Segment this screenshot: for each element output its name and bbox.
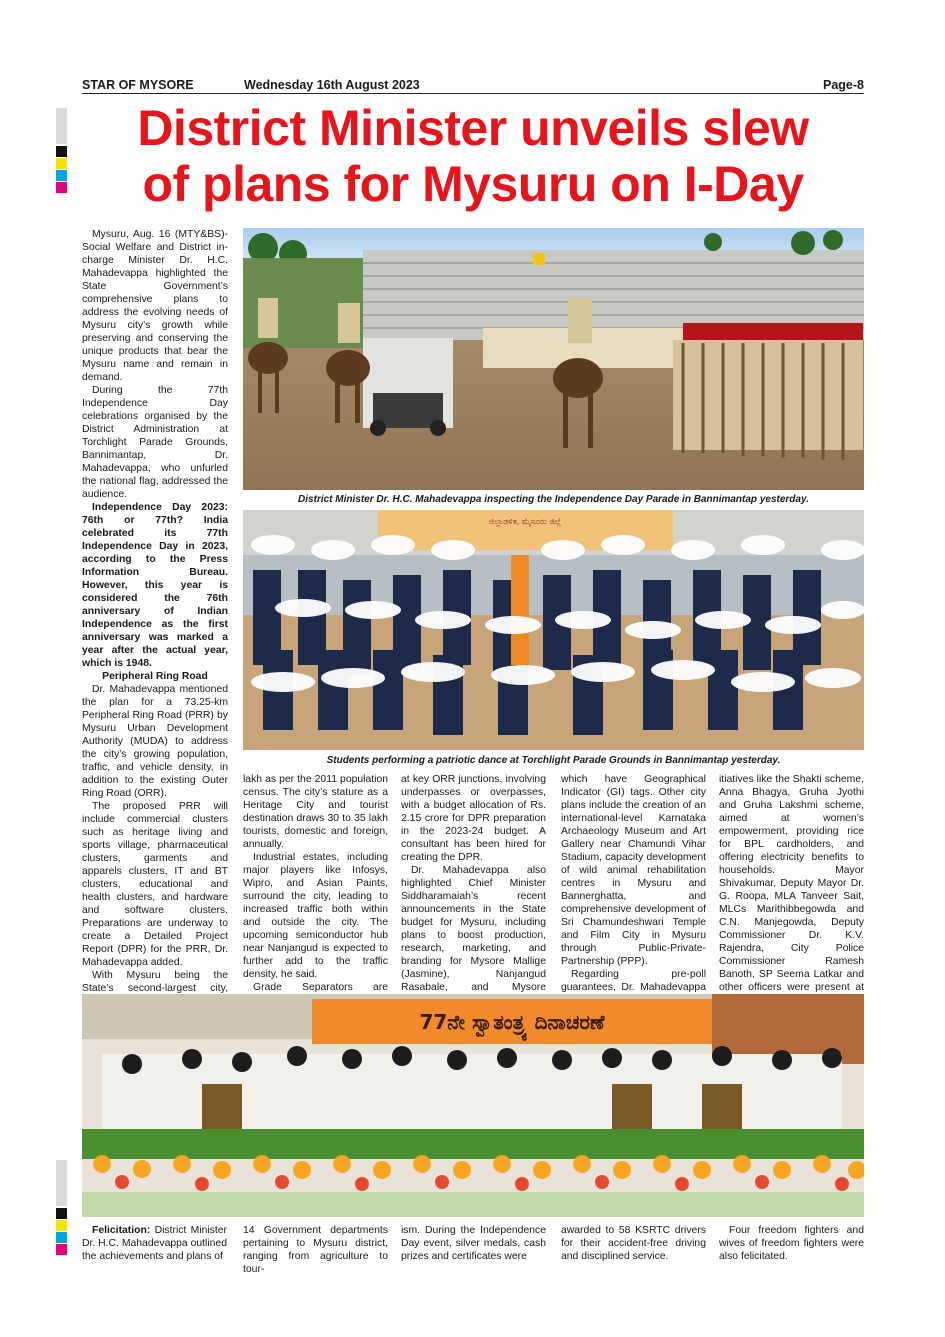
registration-mark-yellow-2 <box>56 1220 67 1231</box>
bottom-column-2 <box>243 1224 388 1276</box>
article-paragraph: Dr. Mahadevappa also highlighted Chief Minister Siddharamaiah’s recent announcements in the State budget for Mysuru, including plans to boost production, research, marketing, and branding for Mysore Mallige (Jasmine), Nanjangud Rasabale, and Mysore <box>401 865 546 993</box>
photo-caption-parade: District Minister Dr. H.C. Mahadevappa inspecting the Independence Day Parade in Bannimantap yesterday. <box>298 494 809 505</box>
registration-mark-black-2 <box>56 1208 67 1219</box>
article-paragraph: Grade Separators are <box>253 982 388 993</box>
registration-mark-yellow <box>56 158 67 169</box>
masthead <box>82 78 864 94</box>
patriotic-dance-photo-icon <box>243 510 864 750</box>
bottom-column-3 <box>401 1224 546 1263</box>
article-column-4 <box>561 773 706 1007</box>
bottom-paragraph <box>82 1224 227 1263</box>
article-column-5 <box>719 773 864 1007</box>
registration-mark-magenta <box>56 182 67 193</box>
stage-banner-text: 77ನೇ ಸ್ವಾತಂತ್ರ್ಯ ದಿನಾಚರಣೆ <box>419 1010 605 1034</box>
article-column-2 <box>243 773 388 1007</box>
bottom-column-5 <box>719 1224 864 1263</box>
article-paragraph: itiatives like the Shakti scheme, Anna Bhagya, Gruha Jyothi and Gruha Lakshmi scheme, aimed at women’s empowerment, providing rice for BPL cardholders, and offering electricity benefits to households. Mayor Shivakumar, Deputy Mayor Dr. G. Roopa, MLA Tanveer Sait, MLCs Marithibbegowda and C.N. Manjegowda, Deputy Commissioner Dr. K.V. Rajendra, City Police Commissioner Ramesh Banoth, SP Seema Latkar and other officers were present at <box>719 774 864 993</box>
article-paragraph: During the 77th Independence Day celebrations organised by the District Administration at Torchlight Parade Grounds, Bannimantap, Dr. Mahadevappa, who unfurled the national flag, addressed the audience. <box>82 385 228 500</box>
article-column-3 <box>401 773 546 1007</box>
bottom-lead: Felicitation: <box>92 1225 151 1236</box>
registration-mark-cyan <box>56 170 67 181</box>
headline <box>80 100 866 212</box>
photo-felicitation <box>82 994 864 1217</box>
gutter-bar-top <box>56 108 67 144</box>
bottom-paragraph: ism. During the Independence Day event, silver medals, cash prizes and certificates were <box>401 1225 546 1262</box>
article-paragraph: Mysuru, Aug. 16 (MTY&BS)- Social Welfare and District in-charge Minister Dr. H.C. Mahadevappa highlighted the State Government’s comprehensive plans to address the evolving needs of Mysuru city’s growth while preserving and conserving the unique products that bear the Mysuru name and remain in demand. <box>82 229 228 383</box>
bottom-column-1 <box>82 1224 227 1263</box>
registration-mark-black <box>56 146 67 157</box>
bottom-paragraph: Four freedom fighters and wives of freedom fighters were also felicitated. <box>719 1225 864 1262</box>
bottom-paragraph: 14 Government departments pertaining to Mysuru district, ranging from agriculture to tour- <box>243 1225 388 1275</box>
felicitation-group-photo-icon <box>82 994 864 1217</box>
article-paragraph: Dr. Mahadevappa mentioned the plan for a 73.25-km Peripheral Ring Road (PRR) by Mysuru Urban Development Authority (MUDA) to address the city’s growing population, traffic, and vehicle density, in addition to the existing Outer Ring Road (ORR). <box>82 684 228 799</box>
headline-line-2: of plans for Mysuru on I-Day <box>142 156 804 212</box>
gutter-bar-mid <box>56 1160 67 1206</box>
article-column-1 <box>82 228 228 1047</box>
registration-mark-cyan-2 <box>56 1232 67 1243</box>
parade-inspection-photo-icon <box>243 228 864 490</box>
article-paragraph: The proposed PRR will include commercial clusters such as heritage living and sports village, pharmaceutical clusters, garments and apparels clusters, IT and BT clusters, educational and health clusters, and hardware and software clusters. Preparations are underway to create a Detailed Project Report (DPR) for the PRR, Dr. Mahadevappa added. <box>82 801 228 968</box>
article-paragraph: at key ORR junctions, involving underpasses or overpasses, with a budget allocation of Rs. 2.15 crore for DPR preparation in the 2023-24 budget. A consultant has been hired for creating the DPR. <box>401 774 546 863</box>
bottom-text: District Minister Dr. H.C. Mahadevappa outlined the achievements and plans of <box>82 1225 227 1262</box>
photo-parade <box>243 228 864 490</box>
banner-text: ಜಿಲ್ಲಾಡಳಿತ, ಮೈಸೂರು ಜಿಲ್ಲೆ <box>488 517 562 526</box>
photo-caption-dance: Students performing a patriotic dance at Torchlight Parade Grounds in Bannimantap yesterday. <box>326 755 781 766</box>
article-paragraph: With Mysuru being the State’s second-largest city, <box>82 970 228 994</box>
registration-mark-magenta-2 <box>56 1244 67 1255</box>
article-paragraph-bold: Independence Day 2023: 76th or 77th? India celebrated its 77th Independence Day in 2023, according to the Press Information Bureau. However, this year is considered the 76th anniversary of Indian Independence as the first anniversary was marked a year after the actual year, which is 1948. <box>82 502 228 669</box>
article-paragraph: which have Geographical Indicator (GI) tags. Other city plans include the creation of an international-level Karnataka Archaeology Museum and Art Gallery near Chamundi Vihar Stadium, capacity development of wild animal rehabilitation centres in Mysuru and Bannerghatta, and comprehensive development of Sri Chamundeshwari Temple and Film City in Mysuru through Public-Private-Partnership (PPP). <box>561 774 706 967</box>
issue-date: Wednesday 16th August 2023 <box>244 78 420 92</box>
headline-line-1: District Minister unveils slew <box>137 100 809 156</box>
article-paragraph: Regarding pre-poll guarantees, Dr. Mahadevappa <box>561 969 706 993</box>
bottom-paragraph: awarded to 58 KSRTC drivers for their accident-free driving and disciplined service. <box>561 1225 706 1262</box>
photo-dance <box>243 510 864 750</box>
page-number: Page-8 <box>823 78 864 92</box>
publication-name: STAR OF MYSORE <box>82 78 194 92</box>
subheading: Peripheral Ring Road <box>102 671 208 682</box>
bottom-column-4 <box>561 1224 706 1263</box>
article-paragraph: Industrial estates, including major players like Infosys, Wipro, and Asian Paints, surround the city, leading to increased traffic both within and outside the city. The upcoming semiconductor hub near Nanjangud is expected to further add to the traffic density, he said. <box>243 852 388 980</box>
article-paragraph: lakh as per the 2011 population census. The city’s stature as a Heritage City and tourist destination draws 30 to 35 lakh tourists, domestic and foreign, annually. <box>243 774 388 850</box>
